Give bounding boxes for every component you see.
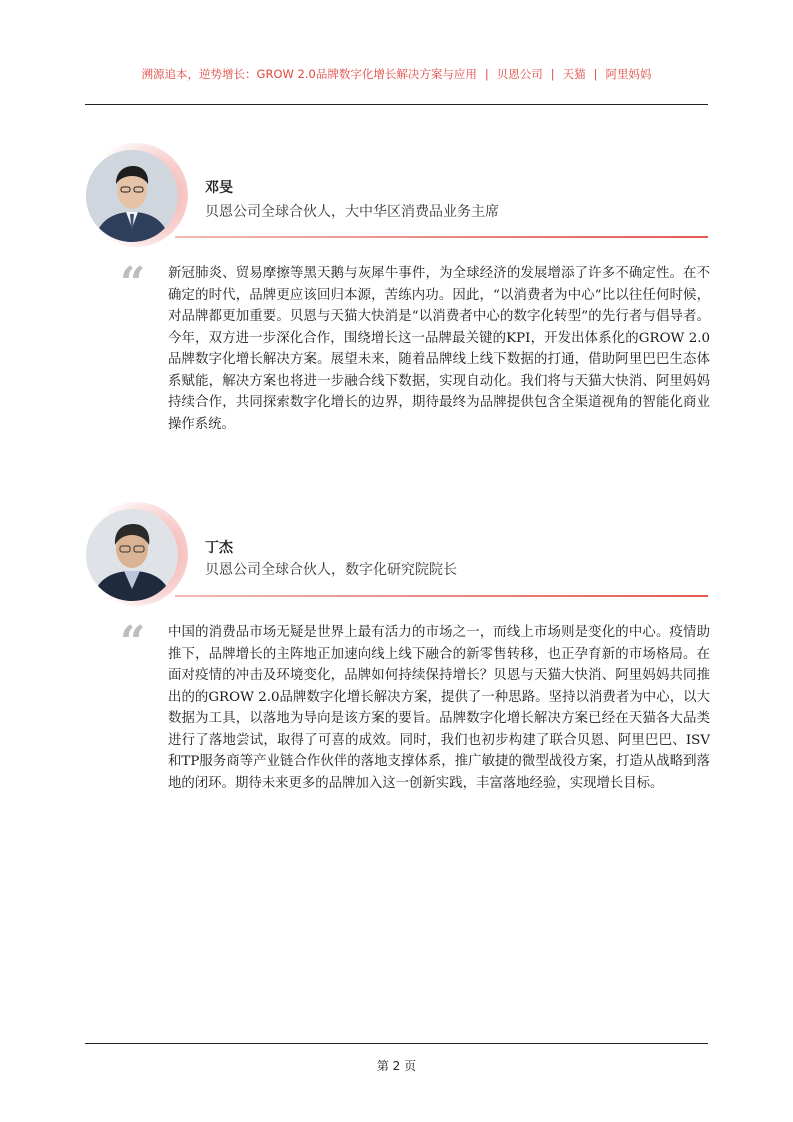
portrait-photo-2 [86, 509, 178, 601]
quote-paragraph-1: 新冠肺炎、贸易摩擦等黑天鹅与灰犀牛事件，为全球经济的发展增添了许多不确定性。在不确定的时代，品牌更应该回归本源，苦练内功。因此，“以消费者为中心”比以往任何时候，对品牌都更加重要。贝恩与天猫大快消是“以消费者中心的数字化转型”的先行者与倡导者。今年，双方进一步深化合作，围绕增长这一品牌最关键的KPI，开发出体系化的GROW 2.0品牌数字化增长解决方案。展望未来，随着品牌线上线下数据的打通，借助阿里巴巴生态体系赋能，解决方案也将进一步融合线下数据，实现自动化。我们将与天猫大快消、阿里妈妈持续合作，共同探索数字化增长的边界，期待最终为品牌提供包含全渠道视角的智能化商业操作系统。 [168, 266, 710, 432]
portrait-icon [86, 509, 178, 601]
portrait-photo-1 [86, 150, 178, 242]
quote-paragraph-2: 中国的消费品市场无疑是世界上最有活力的市场之一，而线上市场则是变化的中心。疫情助推下，品牌增长的主阵地正加速向线上线下融合的新零售转移，也正孕育新的市场格局。在面对疫情的冲击及环境变化，品牌如何持续保持增长？贝恩与天猫大快消、阿里妈妈共同推出的的GROW 2.0品牌数字化增长解决方案，提供了一种思路。坚持以消费者为中心，以大数据为工具，以落地为导向是该方案的要旨。品牌数字化增长解决方案已经在天猫各大品类进行了落地尝试，取得了可喜的成效。同时，我们也初步构建了联合贝恩、阿里巴巴、ISV和TP服务商等产业链合作伙伴的落地支撑体系，推广敏捷的微型战役方案，打造从战略到落地的闭环。期待未来更多的品牌加入这一创新实践，丰富落地经验，实现增长目标。 [168, 625, 710, 791]
header-partner-alimama: 阿里妈妈 [605, 67, 652, 81]
person-name-1: 邓旻 [205, 180, 233, 196]
footer-rule [85, 1043, 708, 1044]
header-rule [85, 104, 708, 105]
header-partner-tmall: 天猫 [562, 67, 586, 81]
page-number: 第 2 页 [376, 1059, 417, 1073]
quote-mark-icon: “ [120, 258, 146, 309]
person-title-1: 贝恩公司全球合伙人，大中华区消费品业务主席 [205, 204, 499, 220]
running-header [0, 66, 793, 82]
header-separator: | [550, 67, 555, 81]
portrait-icon [86, 150, 178, 242]
header-partner-bain: 贝恩公司 [496, 67, 543, 81]
quote-mark-icon: “ [120, 617, 146, 668]
section-divider [175, 595, 708, 597]
header-separator: | [484, 67, 489, 81]
section-divider [175, 236, 708, 238]
header-separator: | [593, 67, 598, 81]
person-name-2: 丁杰 [205, 540, 233, 556]
header-title: 溯源追本，逆势增长：GROW 2.0品牌数字化增长解决方案与应用 [141, 67, 477, 81]
person-title-2: 贝恩公司全球合伙人，数字化研究院院长 [205, 562, 457, 578]
